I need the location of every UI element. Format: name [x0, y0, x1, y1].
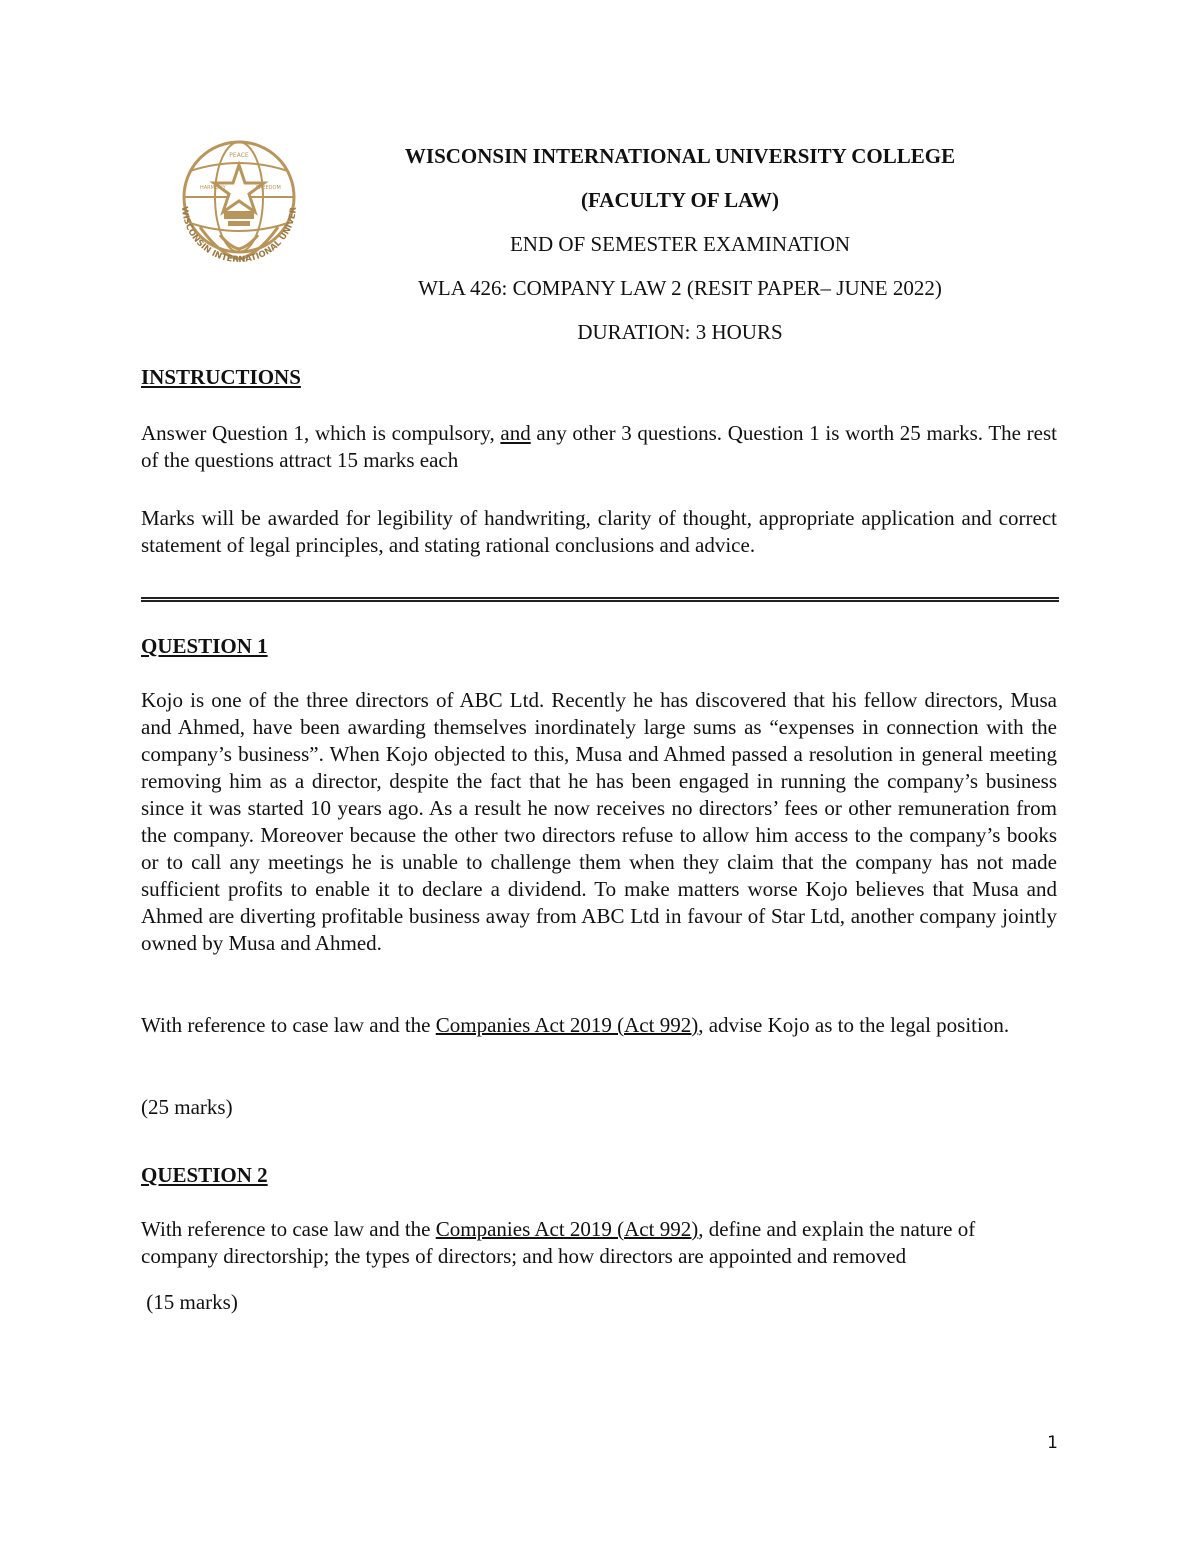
- instructions-text-part2: any other 3 questions. Question 1 is worth 25 marks. The rest of the questions attract 15 marks each: [141, 421, 1058, 472]
- question-2-task: [141, 1216, 1057, 1270]
- university-name: WISCONSIN INTERNATIONAL UNIVERSITY COLLEGE: [404, 144, 956, 168]
- instructions-and-underlined: and: [500, 421, 531, 445]
- course-title: WLA 426: COMPANY LAW 2 (RESIT PAPER– JUNE 2022): [418, 276, 942, 300]
- question-1-heading: QUESTION 1: [141, 634, 268, 658]
- seal-left-word: HARMONY: [200, 185, 226, 191]
- svg-text:PEACE: [229, 152, 249, 159]
- instructions-paragraph-2: Marks will be awarded for legibility of handwriting, clarity of thought, appropriate application and correct statement of legal principles, and stating rational conclusions and advice.: [141, 506, 1057, 557]
- question-2-task-part1: With reference to case law and the: [141, 1217, 436, 1241]
- instructions-paragraph-1: [141, 420, 1057, 474]
- question-1-task: [141, 1012, 1057, 1039]
- exam-title: END OF SEMESTER EXAMINATION: [509, 232, 851, 256]
- question-1-act-reference: Companies Act 2019 (Act 992): [435, 1013, 699, 1037]
- double-rule-divider: [141, 597, 1059, 602]
- instructions-heading: INSTRUCTIONS: [141, 365, 301, 389]
- question-1-task-part1: With reference to case law and the: [141, 1013, 436, 1037]
- university-seal-logo: [160, 135, 318, 275]
- exam-duration: DURATION: 3 HOURS: [577, 320, 783, 344]
- seal-ring-text: WISCONSIN INTERNATIONAL UNIVER: [178, 205, 300, 266]
- question-2-act-reference: Companies Act 2019 (Act 992): [435, 1217, 699, 1241]
- page-number: 1: [1047, 1433, 1058, 1453]
- question-1-task-part2: , advise Kojo as to the legal position.: [698, 1013, 1010, 1037]
- seal-right-word: FREEDOM: [256, 185, 281, 191]
- question-2-heading: QUESTION 2: [141, 1163, 268, 1187]
- faculty-name: (FACULTY OF LAW): [581, 188, 779, 212]
- question-1-marks: (25 marks): [141, 1095, 233, 1119]
- university-seal-icon: [160, 135, 318, 275]
- question-2-marks: (15 marks): [141, 1290, 238, 1314]
- seal-top-word: PEACE: [229, 152, 249, 159]
- question-2-task-part2: , define and explain the nature of company directorship; the types of directors; and how directors are appointed and removed: [141, 1217, 976, 1268]
- question-1-scenario: Kojo is one of the three directors of ABC Ltd. Recently he has discovered that his fellow directors, Musa and Ahmed, have been awarding themselves inordinately large sums as “expenses in connection with the company’s business”. When Kojo objected to this, Musa and Ahmed passed a resolution in general meeting removing him as a director, despite the fact that he has been engaged in running the company’s business since it was started 10 years ago. As a result he now receives no directors’ fees or other remuneration from the company. Moreover because the other two directors refuse to allow him access to the company’s books or to call any meetings he is unable to challenge them when they claim that the company has not made sufficient profits to enable it to declare a dividend. To make matters worse Kojo believes that Musa and Ahmed are diverting profitable business away from ABC Ltd in favour of Star Ltd, another company jointly owned by Musa and Ahmed.: [141, 688, 1057, 955]
- instructions-text-part1: Answer Question 1, which is compulsory,: [141, 421, 501, 445]
